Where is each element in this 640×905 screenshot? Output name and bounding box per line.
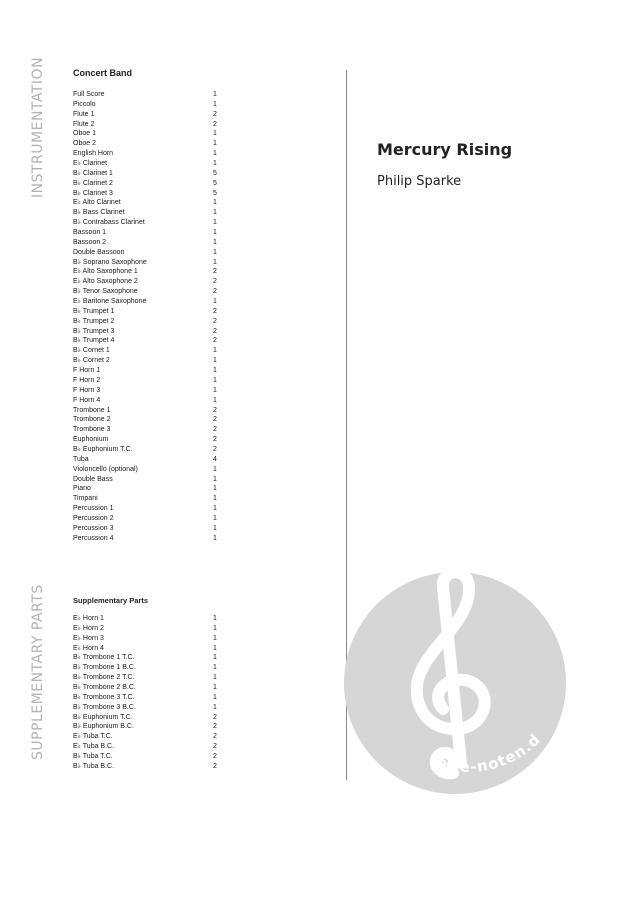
- part-name: E♭ Horn 1: [73, 615, 104, 622]
- part-quantity: 1: [213, 396, 217, 404]
- part-name: B♭ Clarinet 3: [73, 189, 113, 197]
- part-quantity: 1: [213, 654, 217, 662]
- concert-part-row: [73, 149, 223, 159]
- part-name: Tuba: [73, 455, 89, 463]
- concert-part-row: [73, 484, 223, 494]
- concert-part-row: [73, 248, 223, 258]
- part-name: B♭ Trumpet 4: [73, 337, 115, 345]
- part-name: Timpani: [73, 495, 98, 503]
- part-quantity: 1: [213, 615, 217, 622]
- concert-part-row: [73, 120, 223, 130]
- part-name: E♭ Horn 3: [73, 634, 104, 642]
- part-name: Flute 2: [73, 120, 95, 128]
- supplementary-parts-heading: Supplementary Parts: [73, 596, 149, 605]
- part-name: B♭ Trombone 3 T.C.: [73, 693, 135, 701]
- supplementary-part-row: [73, 713, 223, 723]
- supplementary-part-row: [73, 624, 223, 634]
- concert-part-row: [73, 238, 223, 248]
- part-name: Percussion 1: [73, 505, 114, 513]
- part-name: Euphonium: [73, 436, 109, 444]
- concert-part-row: [73, 425, 223, 435]
- part-name: Trombone 3: [73, 426, 111, 434]
- watermark-text-path: alle-noten.d: [435, 729, 545, 776]
- concert-part-row: [73, 445, 223, 455]
- supplementary-part-row: [73, 644, 223, 654]
- part-quantity: 2: [213, 762, 217, 770]
- concert-part-row: [73, 534, 223, 544]
- part-name: B♭ Trumpet 3: [73, 327, 115, 335]
- part-quantity: 1: [213, 258, 217, 266]
- watermark-logo-icon: [335, 563, 575, 803]
- part-quantity: 1: [213, 150, 217, 158]
- part-name: Piccolo: [73, 100, 96, 108]
- part-name: B♭ Cornet 2: [73, 357, 110, 365]
- instrumentation-side-label: INSTRUMENTATION: [30, 56, 46, 198]
- part-name: Percussion 3: [73, 524, 114, 532]
- part-name: B♭ Cornet 1: [73, 347, 110, 355]
- concert-part-row: [73, 455, 223, 465]
- part-name: B♭ Trombone 1 B.C.: [73, 664, 136, 672]
- part-quantity: 1: [213, 674, 217, 682]
- part-name: Percussion 4: [73, 534, 114, 542]
- supplementary-part-row: [73, 742, 223, 752]
- part-quantity: 1: [213, 693, 217, 701]
- part-name: B♭ Trumpet 1: [73, 307, 115, 315]
- concert-part-row: [73, 277, 223, 287]
- supplementary-part-row: [73, 762, 223, 772]
- part-quantity: 2: [213, 337, 217, 345]
- concert-band-heading: Concert Band: [73, 68, 133, 78]
- part-name: B♭ Contrabass Clarinet: [73, 219, 145, 227]
- supplementary-part-row: [73, 693, 223, 703]
- concert-part-row: [73, 287, 223, 297]
- supplementary-part-row: [73, 703, 223, 713]
- part-name: B♭ Trumpet 2: [73, 317, 115, 325]
- concert-part-row: [73, 218, 223, 228]
- supplementary-part-row: [73, 752, 223, 762]
- part-quantity: 1: [213, 248, 217, 256]
- concert-part-row: [73, 435, 223, 445]
- supplementary-parts-list: [73, 614, 223, 772]
- part-quantity: 1: [213, 386, 217, 394]
- part-quantity: 2: [213, 327, 217, 335]
- piece-title: Mercury Rising: [377, 140, 513, 159]
- part-name: Oboe 2: [73, 140, 96, 148]
- concert-part-row: [73, 110, 223, 120]
- part-quantity: 1: [213, 634, 217, 642]
- part-name: B♭ Euphonium B.C.: [73, 723, 134, 731]
- part-quantity: 1: [213, 347, 217, 355]
- part-quantity: 2: [213, 713, 217, 721]
- part-quantity: 2: [213, 723, 217, 731]
- part-quantity: 2: [213, 416, 217, 424]
- part-quantity: 2: [213, 268, 217, 276]
- concert-part-row: [73, 356, 223, 366]
- part-quantity: 1: [213, 140, 217, 148]
- supplementary-part-row: [73, 614, 223, 624]
- part-quantity: 1: [213, 199, 217, 207]
- concert-part-row: [73, 406, 223, 416]
- part-quantity: 2: [213, 436, 217, 444]
- concert-part-row: [73, 169, 223, 179]
- concert-part-row: [73, 346, 223, 356]
- part-quantity: 1: [213, 130, 217, 138]
- part-quantity: 2: [213, 733, 217, 741]
- part-name: Bassoon 1: [73, 229, 107, 237]
- part-quantity: 2: [213, 110, 217, 118]
- concert-part-row: [73, 297, 223, 307]
- part-quantity: 1: [213, 524, 217, 532]
- concert-part-row: [73, 179, 223, 189]
- part-quantity: 5: [213, 179, 217, 187]
- part-name: Violoncello (optional): [73, 465, 138, 473]
- concert-part-row: [73, 366, 223, 376]
- supplementary-part-row: [73, 683, 223, 693]
- concert-part-row: [73, 327, 223, 337]
- part-quantity: 1: [213, 684, 217, 692]
- concert-part-row: [73, 336, 223, 346]
- concert-band-parts-list: [73, 90, 223, 544]
- concert-part-row: [73, 208, 223, 218]
- part-name: F Horn 2: [73, 376, 101, 384]
- composer-name: Philip Sparke: [377, 174, 462, 189]
- part-quantity: 1: [213, 664, 217, 672]
- part-name: Percussion 2: [73, 514, 114, 522]
- part-quantity: 1: [213, 624, 217, 632]
- part-quantity: 1: [213, 485, 217, 493]
- part-quantity: 4: [213, 455, 217, 463]
- supplementary-part-row: [73, 634, 223, 644]
- part-quantity: 5: [213, 189, 217, 197]
- part-quantity: 1: [213, 229, 217, 237]
- part-quantity: 1: [213, 514, 217, 522]
- concert-part-row: [73, 139, 223, 149]
- part-quantity: 1: [213, 298, 217, 306]
- part-name: B♭ Euphonium T.C.: [73, 713, 133, 721]
- part-name: E♭ Alto Saxophone 2: [73, 278, 138, 286]
- part-name: B♭ Tenor Saxophone: [73, 288, 138, 296]
- part-quantity: 1: [213, 219, 217, 227]
- part-name: E♭ Clarinet: [73, 160, 108, 168]
- part-quantity: 1: [213, 475, 217, 483]
- supplementary-side-label: SUPPLEMENTARY PARTS: [30, 584, 46, 760]
- part-name: B♭ Clarinet 2: [73, 179, 113, 187]
- part-name: E♭ Alto Saxophone 1: [73, 268, 138, 276]
- part-quantity: 1: [213, 238, 217, 246]
- part-quantity: 2: [213, 120, 217, 128]
- part-name: Double Bass: [73, 475, 113, 483]
- concert-part-row: [73, 415, 223, 425]
- part-quantity: 1: [213, 465, 217, 473]
- part-quantity: 5: [213, 169, 217, 177]
- concert-part-row: [73, 100, 223, 110]
- part-quantity: 1: [213, 703, 217, 711]
- part-name: Double Bassoon: [73, 248, 125, 256]
- supplementary-part-row: [73, 653, 223, 663]
- part-quantity: 1: [213, 505, 217, 513]
- part-name: English Horn: [73, 150, 114, 158]
- part-name: Full Score: [73, 91, 105, 98]
- part-quantity: 2: [213, 743, 217, 751]
- part-name: F Horn 3: [73, 386, 101, 394]
- concert-part-row: [73, 386, 223, 396]
- concert-part-row: [73, 376, 223, 386]
- part-name: F Horn 4: [73, 396, 101, 404]
- part-quantity: 2: [213, 317, 217, 325]
- concert-part-row: [73, 465, 223, 475]
- part-quantity: 2: [213, 445, 217, 453]
- part-name: B♭ Trombone 2 B.C.: [73, 684, 136, 692]
- part-quantity: 1: [213, 644, 217, 652]
- concert-part-row: [73, 524, 223, 534]
- part-quantity: 2: [213, 278, 217, 286]
- part-name: B♭ Euphonium T.C.: [73, 445, 133, 453]
- supplementary-part-row: [73, 663, 223, 673]
- concert-part-row: [73, 90, 223, 100]
- part-name: Flute 1: [73, 110, 95, 118]
- part-quantity: 1: [213, 357, 217, 365]
- part-quantity: 1: [213, 160, 217, 168]
- part-quantity: 2: [213, 406, 217, 414]
- concert-part-row: [73, 267, 223, 277]
- part-name: Oboe 1: [73, 130, 96, 138]
- part-name: Trombone 2: [73, 416, 111, 424]
- part-quantity: 2: [213, 307, 217, 315]
- part-name: B♭ Trombone 2 T.C.: [73, 674, 135, 682]
- part-name: Piano: [73, 485, 91, 493]
- supplementary-part-row: [73, 722, 223, 732]
- concert-part-row: [73, 159, 223, 169]
- part-name: B♭ Bass Clarinet: [73, 209, 125, 217]
- concert-part-row: [73, 475, 223, 485]
- part-name: Bassoon 2: [73, 238, 107, 246]
- part-name: E♭ Horn 2: [73, 624, 104, 632]
- part-name: B♭ Clarinet 1: [73, 169, 113, 177]
- concert-part-row: [73, 189, 223, 199]
- concert-part-row: [73, 258, 223, 268]
- supplementary-part-row: [73, 673, 223, 683]
- part-name: B♭ Trombone 1 T.C.: [73, 654, 135, 662]
- part-name: E♭ Alto Clarinet: [73, 199, 121, 207]
- concert-part-row: [73, 129, 223, 139]
- part-name: Trombone 1: [73, 406, 111, 414]
- part-quantity: 1: [213, 495, 217, 503]
- part-name: E♭ Tuba B.C.: [73, 743, 115, 751]
- part-quantity: 1: [213, 367, 217, 375]
- part-name: E♭ Tuba T.C.: [73, 733, 113, 741]
- part-name: B♭ Tuba B.C.: [73, 762, 115, 770]
- part-quantity: 1: [213, 91, 217, 98]
- part-quantity: 1: [213, 534, 217, 542]
- part-quantity: 1: [213, 376, 217, 384]
- concert-part-row: [73, 198, 223, 208]
- concert-part-row: [73, 228, 223, 238]
- part-name: E♭ Horn 4: [73, 644, 104, 652]
- concert-part-row: [73, 494, 223, 504]
- part-quantity: 2: [213, 753, 217, 761]
- concert-part-row: [73, 307, 223, 317]
- part-quantity: 2: [213, 426, 217, 434]
- part-quantity: 2: [213, 288, 217, 296]
- part-name: B♭ Soprano Saxophone: [73, 258, 147, 266]
- concert-part-row: [73, 504, 223, 514]
- part-name: E♭ Baritone Saxophone: [73, 298, 147, 306]
- supplementary-part-row: [73, 732, 223, 742]
- part-name: B♭ Tuba T.C.: [73, 753, 113, 761]
- concert-part-row: [73, 396, 223, 406]
- concert-part-row: [73, 514, 223, 524]
- part-name: F Horn 1: [73, 367, 101, 375]
- concert-part-row: [73, 317, 223, 327]
- part-quantity: 1: [213, 100, 217, 108]
- part-name: B♭ Trombone 3 B.C.: [73, 703, 136, 711]
- treble-clef-watermark: [335, 563, 575, 803]
- part-quantity: 1: [213, 209, 217, 217]
